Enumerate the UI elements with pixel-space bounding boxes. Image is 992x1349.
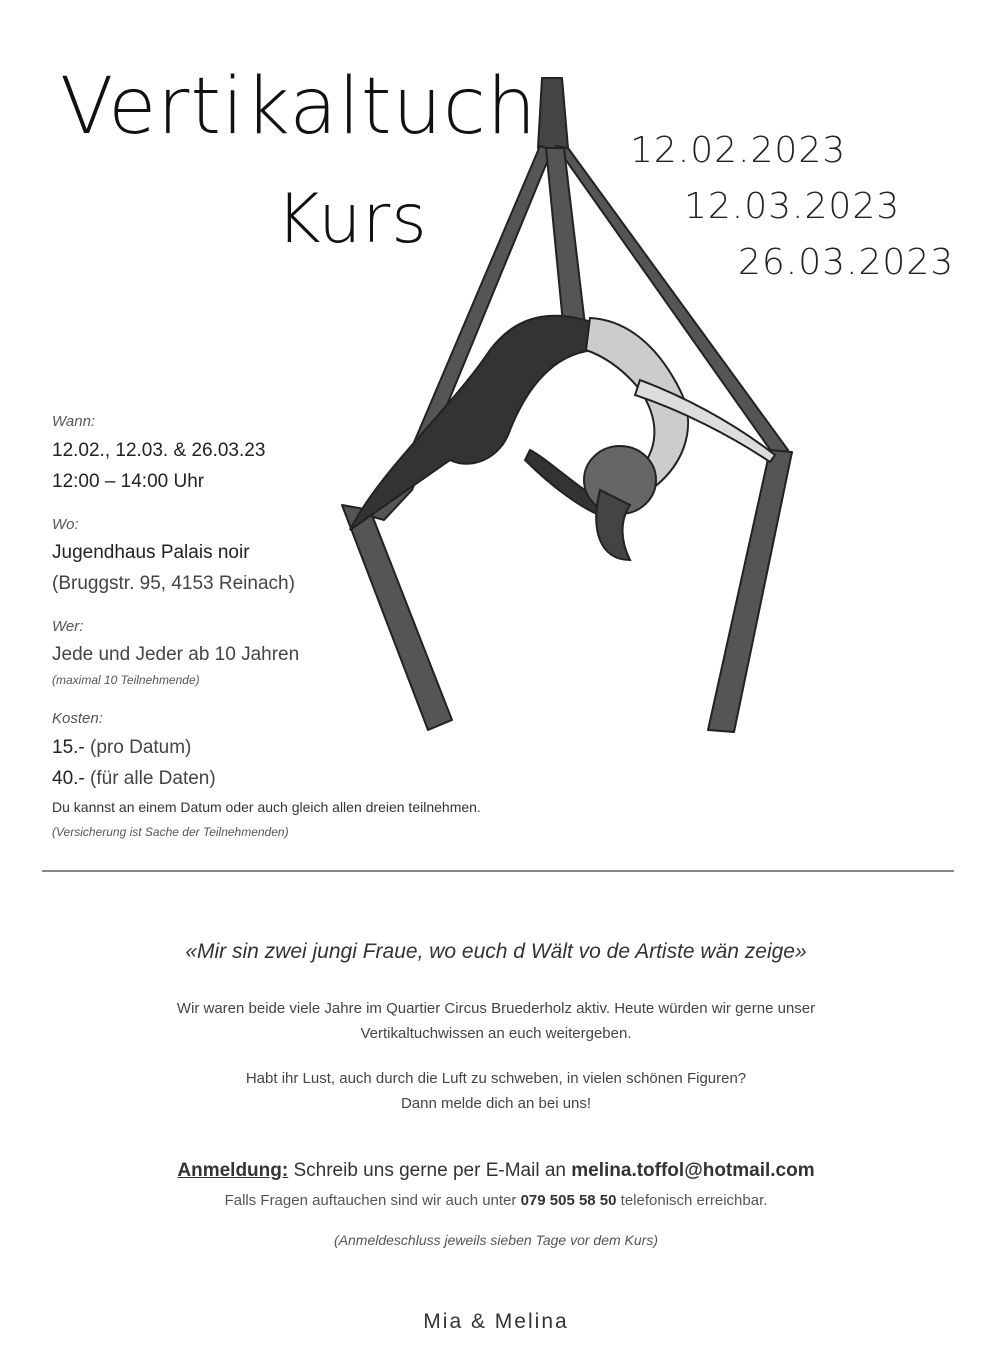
aerial-silk-illustration [300, 50, 820, 750]
cost-line-2 [52, 768, 216, 790]
when-time: 12:00 – 14:00 Uhr [52, 471, 205, 492]
who-label: Wer: [52, 618, 84, 635]
insurance-note: (Versicherung ist Sache der Teilnehmenden) [52, 825, 289, 839]
date-3: 26.03.2023 [738, 242, 955, 283]
when-label: Wann: [52, 413, 96, 430]
registration-line [0, 1160, 992, 1182]
phone-prefix: Falls Fragen auftauchen sind wir auch unter [224, 1192, 521, 1209]
invite-line-1: Habt ihr Lust, auch durch die Luft zu schweben, in vielen schönen Figuren? [245, 1070, 747, 1087]
date-2: 12.03.2023 [684, 186, 901, 227]
invite-paragraph [0, 1066, 992, 1116]
where-place: Jugendhaus Palais noir [52, 542, 250, 563]
cost-1-amount: 15.- [52, 737, 85, 758]
title-line-2: Kurs [276, 180, 428, 259]
title-line-1: Vertikaltuch [60, 62, 538, 152]
cost-1-text: (pro Datum) [84, 737, 192, 758]
cost-line-1 [52, 737, 191, 759]
quote: «Mir sin zwei jungi Fraue, wo euch d Wält vo de Artiste wän zeige» [185, 940, 807, 963]
who-note: (maximal 10 Teilnehmende) [52, 673, 200, 687]
registration-text: Schreib uns gerne per E-Mail an [288, 1160, 572, 1181]
cost-label: Kosten: [52, 710, 103, 727]
phone-number[interactable]: 079 505 58 50 [520, 1192, 617, 1209]
section-divider [42, 870, 954, 872]
cost-2-amount: 40.- [52, 768, 85, 789]
where-label: Wo: [52, 516, 79, 533]
registration-label: Anmeldung: [177, 1160, 289, 1181]
where-address: (Bruggstr. 95, 4153 Reinach) [52, 573, 295, 594]
phone-line [0, 1192, 992, 1209]
date-1: 12.02.2023 [630, 130, 847, 171]
invite-line-2: Dann melde dich an bei uns! [400, 1095, 592, 1112]
intro-line-1: Wir waren beide viele Jahre im Quartier Circus Bruederholz aktiv. Heute würden wir gerne unser [176, 1000, 816, 1017]
registration-email[interactable]: melina.toffol@hotmail.com [571, 1160, 815, 1181]
cost-note: Du kannst an einem Datum oder auch gleich allen dreien teilnehmen. [52, 799, 481, 815]
cost-2-text: (für alle Daten) [84, 768, 216, 789]
who-text: Jede und Jeder ab 10 Jahren [52, 644, 300, 665]
intro-paragraph [0, 996, 992, 1046]
when-dates: 12.02., 12.03. & 26.03.23 [52, 440, 266, 461]
signature: Mia & Melina [423, 1310, 569, 1333]
intro-line-2: Vertikaltuchwissen an euch weitergeben. [360, 1025, 632, 1042]
phone-suffix: telefonisch erreichbar. [616, 1192, 768, 1209]
registration-deadline: (Anmeldeschluss jeweils sieben Tage vor dem Kurs) [334, 1232, 658, 1248]
